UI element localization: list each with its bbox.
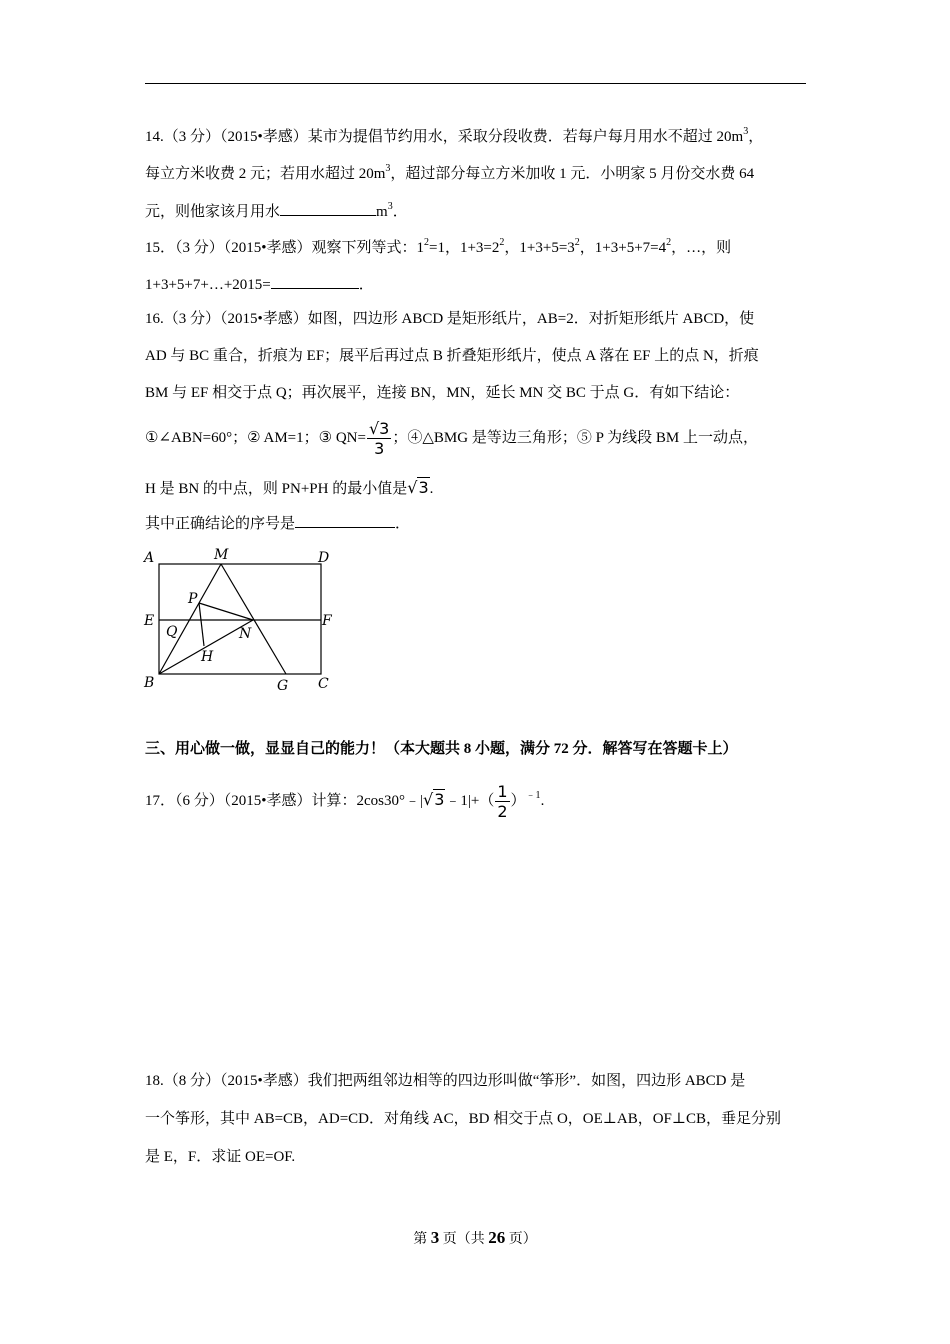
fraction: $\frac{1}{2}$ xyxy=(497,781,508,821)
label-n: N xyxy=(239,626,252,642)
sqrt: √3 xyxy=(407,478,429,497)
answer-blank[interactable] xyxy=(295,513,395,528)
label-f: F xyxy=(322,613,332,629)
q16-line6: 其中正确结论的序号是 ． xyxy=(145,513,410,534)
q16-line1: 16.（3 分）（2015•孝感）如图，四边形 ABCD 是矩形纸片，AB=2．对折矩形纸片 ABCD，使 xyxy=(145,311,755,327)
q14-line2: 每立方米收费 2 元；若用水超过 $20m^3$，超过部分每立方米加收 1 元．小明家 5 月份交水费 64 xyxy=(145,163,755,182)
label-h: H xyxy=(201,649,214,665)
label-m: M xyxy=(214,547,229,563)
q15-line2: 1+3+5+7+…+2015= ． xyxy=(145,274,374,295)
q18-line3: 是 E，F．求证 OE=OF. xyxy=(145,1149,296,1165)
segment-mg xyxy=(221,564,286,674)
fraction: $\frac{√3}{3}$ xyxy=(368,418,390,458)
label-e: E xyxy=(144,613,155,629)
q18-line2: 一个筝形，其中 AB=CB，AD=CD．对角线 AC，BD 相交于点 O，OE⊥AB，OF⊥CB，垂足分别 xyxy=(145,1111,782,1127)
label-d: D xyxy=(318,550,330,566)
answer-blank[interactable] xyxy=(280,201,376,216)
label-p: P xyxy=(188,591,198,607)
q14-line1: 14.（3 分）（2015•孝感）某市为提倡节约用水，采取分段收费．若每户每月用水不超过 $20m^3$， xyxy=(145,126,764,145)
label-a: A xyxy=(144,550,155,566)
sqrt: √3 xyxy=(423,790,445,809)
label-c: C xyxy=(318,676,329,692)
rectangle-abcd xyxy=(159,564,321,674)
q16-line4: ①∠ABN=60°；② AM=1；③ QN= $\frac{√3}{3}$ ；④△BMG 是等边三角形；⑤ P 为线段 BM 上一动点， xyxy=(145,418,758,458)
segment-ph xyxy=(199,603,204,646)
label-g: G xyxy=(277,678,289,694)
q17-line: 17．（6 分）（2015•孝感）计算：2cos30°﹣|√3﹣1|+（ $\frac{1}{2}$ ）$^{﹣1}$. xyxy=(145,781,545,821)
q15-line1: 15．（3 分）（2015•孝感）观察下列等式：$1^2=1$，$1+3=2^2$，$1+3+5=3^2$，$1+3+5+7=4^2$，…，则 xyxy=(145,237,732,256)
header-rule xyxy=(145,83,806,84)
q14-line3: 元，则他家该月用水 $m^3$． xyxy=(145,201,408,220)
q16-line3: BM 与 EF 相交于点 Q；再次展平，连接 BN，MN，延长 MN 交 BC 于点 G．有如下结论： xyxy=(145,385,740,401)
section-heading: 三、用心做一做，显显自己的能力！（本大题共 8 小题，满分 72 分．解答写在答题卡上） xyxy=(145,741,738,757)
answer-blank[interactable] xyxy=(271,274,359,289)
q16-line2: AD 与 BC 重合，折痕为 EF；展平后再过点 B 折叠矩形纸片，使点 A 落在 EF 上的点 N，折痕 xyxy=(145,348,759,364)
geometry-figure xyxy=(140,542,340,694)
label-q: Q xyxy=(166,624,178,640)
page-footer: 第 3 页（共 26 页） xyxy=(413,1228,537,1247)
q16-line5: H 是 BN 的中点，则 PN+PH 的最小值是√3. xyxy=(145,478,434,497)
label-b: B xyxy=(144,675,155,691)
q18-line1: 18.（8 分）（2015•孝感）我们把两组邻边相等的四边形叫做“筝形”．如图，四边形 ABCD 是 xyxy=(145,1073,746,1089)
